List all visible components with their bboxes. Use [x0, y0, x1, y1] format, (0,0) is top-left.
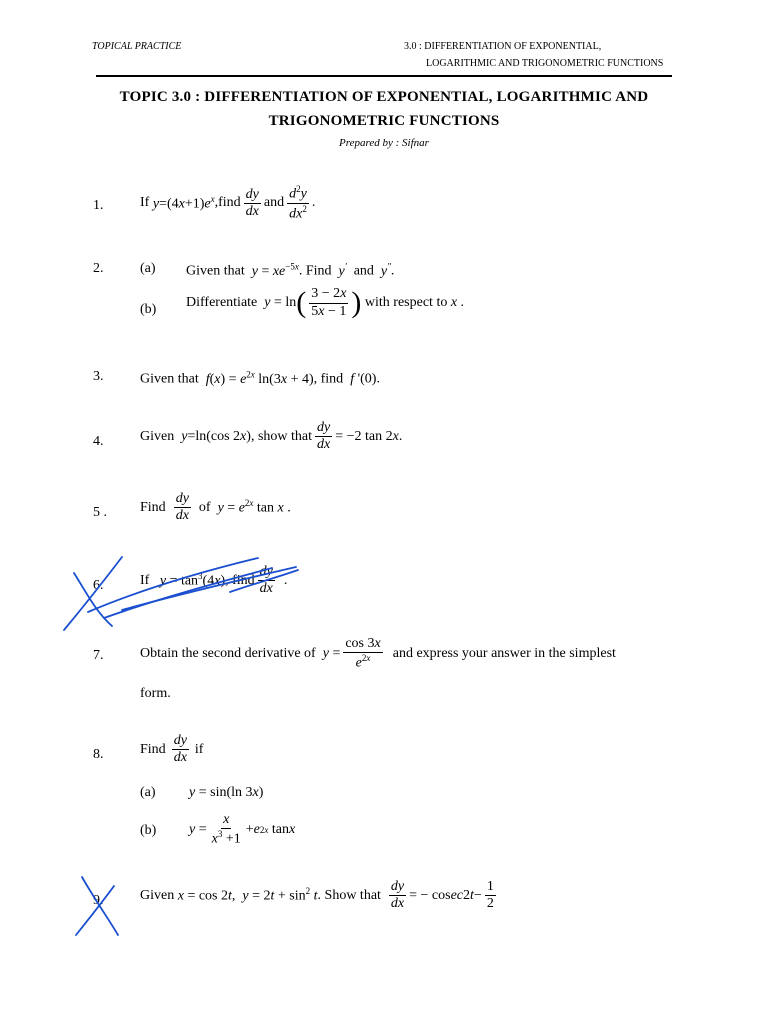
question-3-number: 3. [93, 369, 104, 384]
question-2a-label: (a) [140, 261, 156, 276]
question-8a-formula: y = sin(ln 3x) [189, 785, 264, 800]
header-right-line1: 3.0 : DIFFERENTIATION OF EXPONENTIAL, [404, 41, 602, 52]
q4-text-show: , show that [250, 428, 312, 444]
question-7-number: 7. [93, 648, 104, 663]
question-2b [186, 286, 464, 320]
q2b-var-x: x [447, 295, 461, 310]
question-8 [140, 733, 203, 766]
q7-formula: y = $\frac{\cos 3x}{e^{2x}}$ [322, 636, 381, 671]
q9-text-given: Given [140, 887, 175, 903]
q2a-text-find: . Find [298, 263, 332, 279]
q8-dydx: $\frac{dy}{dx}$ [173, 733, 187, 766]
q3-fprime: f '(0) [350, 371, 377, 387]
q5-dydx: $\frac{dy}{dx}$ [175, 491, 189, 524]
q1-text-find: ,find [214, 195, 241, 211]
q4-text-given: Given [140, 428, 175, 444]
q2a-text-given: Given that [186, 263, 245, 279]
question-7-continued: form. [140, 686, 171, 701]
q1-formula: $y=(4x+1)e^x$ [152, 193, 215, 212]
q8-text-find: Find [140, 741, 166, 757]
q6-formula: $y = \tan^3(4x)$ [159, 571, 226, 589]
question-4-number: 4. [93, 434, 104, 449]
q2b-formula: y = ln ( $\frac{3 - 2x}{5x - 1}$ ) [264, 286, 362, 319]
q2a-y-prime: y' [335, 261, 347, 279]
q5-formula: $y = e^{2x}$ tan x . [217, 498, 291, 516]
q6-dydx: $\frac{dy}{dx}$ [259, 564, 273, 597]
question-6-number: 6. [93, 578, 104, 593]
q9-params: x = cos 2t, $y = 2t + \sin^2 t$ [177, 886, 318, 904]
q3-text-find: , find [313, 371, 344, 387]
q7-text-express: and express your answer in the simplest [392, 645, 616, 661]
q2a-y-double-prime: y" [377, 261, 391, 279]
question-5-number: 5 . [93, 505, 107, 520]
q6-text-if: If [140, 572, 150, 588]
q9-text-show: . Show that [317, 887, 381, 903]
q2a-text-end: . [390, 263, 395, 279]
q2b-text-respect: with respect to [364, 295, 448, 310]
q4-formula: y=ln(cos 2x) [181, 428, 251, 444]
q5-text-of: of [198, 499, 211, 515]
q2a-formula: $y = xe^{-5x}$ [251, 261, 299, 279]
question-5 [140, 491, 291, 524]
q1-text-and: and [263, 195, 285, 211]
header-rule [96, 75, 672, 77]
question-6 [140, 564, 287, 597]
q5-text-find: Find [140, 499, 166, 515]
question-8a-label: (a) [140, 785, 156, 800]
q1-d2ydx2: $\frac{d^2y}{dx^2}$ [289, 184, 307, 222]
page-title-line2: TRIGONOMETRIC FUNCTIONS [268, 113, 500, 129]
q2a-text-and: and [353, 263, 374, 279]
q6-text-find: , find [225, 572, 255, 588]
question-8b-label: (b) [140, 823, 157, 838]
q1-text-if: If [140, 195, 150, 211]
q3-formula: $f(x) = e^{2x}$ ln(3x + 4) [205, 369, 314, 387]
question-1-number: 1. [93, 198, 104, 213]
question-4 [140, 420, 402, 453]
question-2a [186, 261, 394, 280]
q1-text-end: . [311, 195, 316, 211]
question-2-number: 2. [93, 261, 104, 276]
header-left: TOPICAL PRACTICE [92, 41, 182, 52]
question-9 [140, 879, 499, 912]
q4-result: = −2 tan 2x. [335, 428, 403, 444]
question-8-number: 8. [93, 747, 104, 762]
q4-dydx: $\frac{dy}{dx}$ [317, 420, 331, 453]
q8-text-if: if [194, 741, 204, 757]
q9-result: = − cos ec 2 t − $\frac{1}{2}$ [409, 879, 494, 912]
q3-text-given: Given that [140, 371, 199, 387]
page-title-line1: TOPIC 3.0 : DIFFERENTIATION OF EXPONENTIAL, LOGARITHMIC AND [119, 89, 649, 105]
q3-text-end: . [376, 371, 380, 387]
question-2b-label: (b) [140, 302, 157, 317]
question-3 [140, 369, 380, 388]
q1-dydx: $\frac{dy}{dx}$ [245, 186, 259, 219]
q2b-text-end: . [460, 295, 465, 310]
question-9-number: 9. [93, 893, 104, 908]
q2b-text-diff: Differentiate [186, 295, 258, 310]
q6-text-end: . [283, 572, 288, 588]
question-8b-formula: y = $\frac{x}{x^3 +1}$ + e 2x tan x [189, 812, 296, 847]
question-1 [140, 184, 315, 223]
q7-text-obtain: Obtain the second derivative of [140, 645, 316, 661]
q9-dydx: $\frac{dy}{dx}$ [390, 879, 405, 912]
question-7 [140, 636, 616, 672]
header-right-line2: LOGARITHMIC AND TRIGONOMETRIC FUNCTIONS [426, 58, 664, 69]
prepared-by: Prepared by : Sifnar [339, 137, 429, 149]
